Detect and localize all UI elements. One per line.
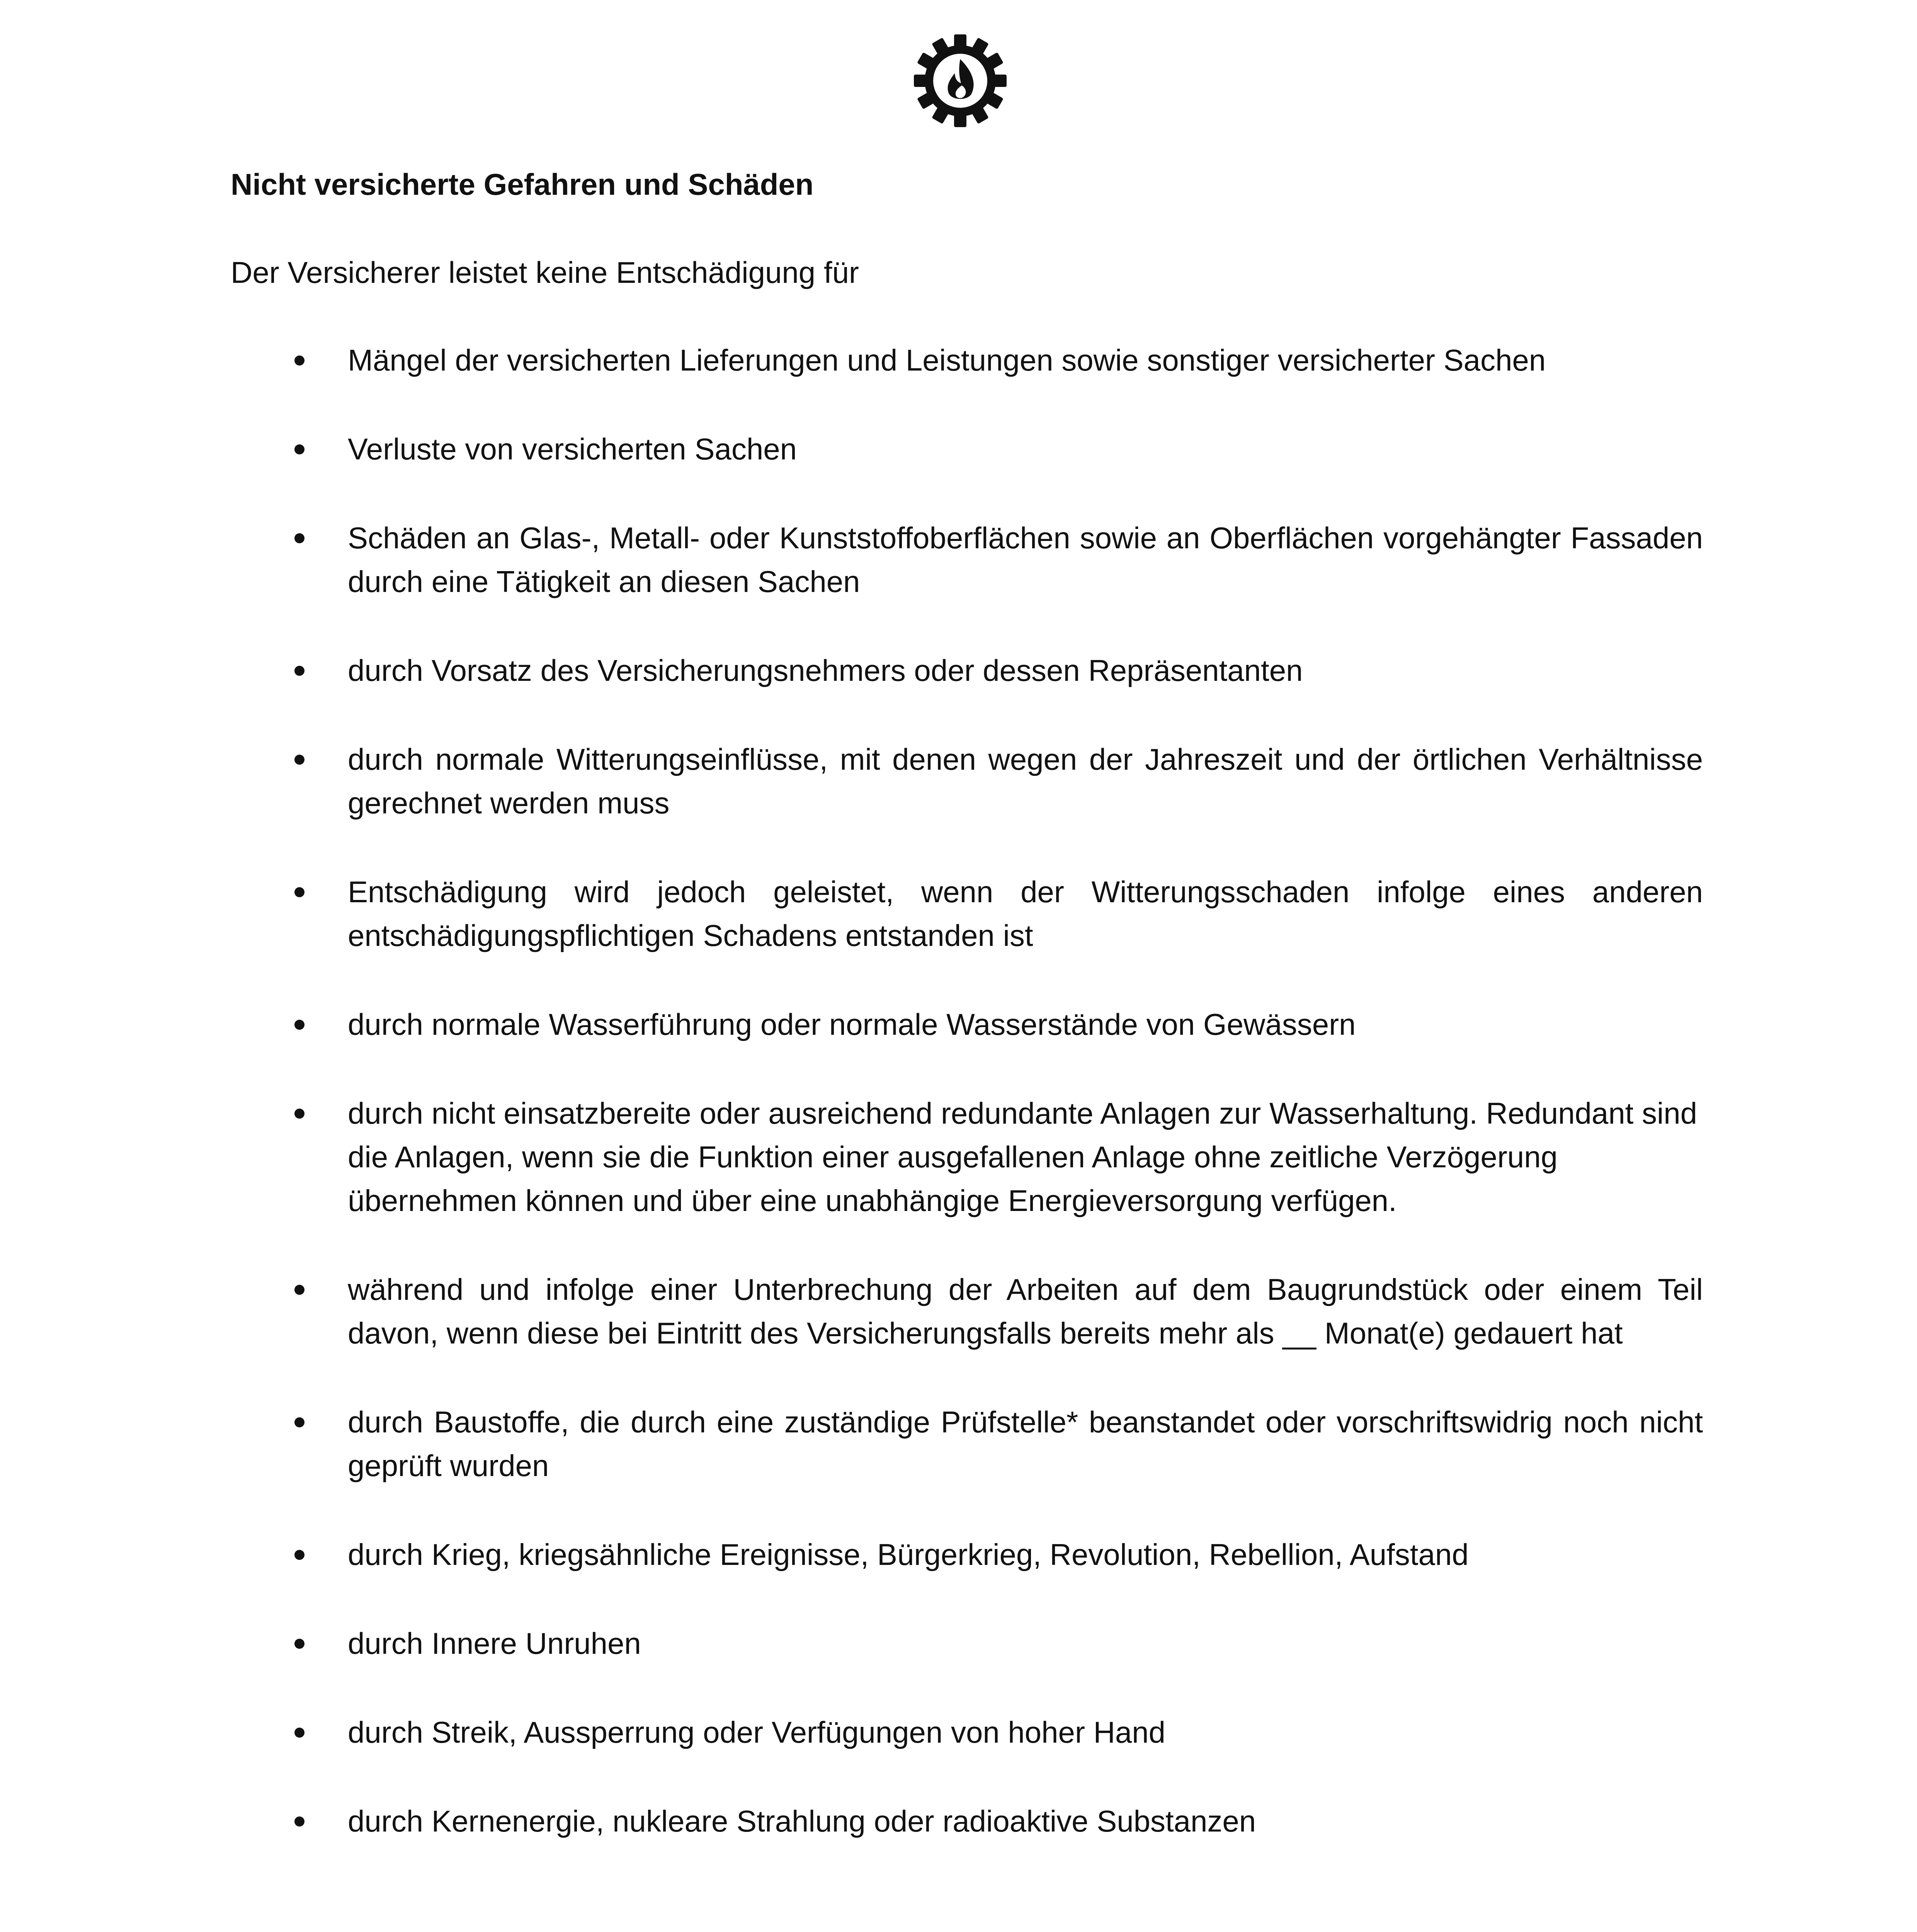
list-item-text: während und infolge einer Unterbrechung der Arbeiten auf dem Baugrundstück oder einem Teil davon, wenn diese bei Eintritt des Versicherungsfalls bereits mehr als __ Monat(e) gedauert hat <box>348 1272 1703 1350</box>
bullet-icon <box>294 666 304 676</box>
section-heading: Nicht versicherte Gefahren und Schäden <box>231 167 814 201</box>
list-item <box>231 427 1703 471</box>
list-item-text: durch normale Witterungseinflüsse, mit denen wegen der Jahreszeit und der örtlichen Verhältnisse gerechnet werden muss <box>348 742 1703 820</box>
list-item-text: Verluste von versicherten Sachen <box>348 432 797 466</box>
list-item-text: Entschädigung wird jedoch geleistet, wenn der Witterungsschaden infolge eines anderen entschädigungspflichtigen Schadens entstanden ist <box>348 875 1703 952</box>
list-item <box>231 870 1703 957</box>
list-item-text: durch normale Wasserführung oder normale Wasserstände von Gewässern <box>348 1007 1356 1041</box>
bullet-icon <box>294 1417 304 1427</box>
list-item-text: durch Innere Unruhen <box>348 1626 641 1660</box>
list-item-text: durch Vorsatz des Versicherungsnehmers oder dessen Repräsentanten <box>348 653 1303 687</box>
bullet-icon <box>294 1816 304 1827</box>
list-item <box>231 1622 1703 1665</box>
list-item <box>231 738 1703 825</box>
intro-text: Der Versicherer leistet keine Entschädigung für <box>231 255 859 289</box>
bullet-icon <box>294 1639 304 1649</box>
list-item <box>231 649 1703 692</box>
bullet-icon <box>294 755 304 765</box>
bullet-icon <box>294 887 304 897</box>
list-item-text: durch Streik, Aussperrung oder Verfügungen von hoher Hand <box>348 1715 1166 1749</box>
exclusion-list <box>231 338 1703 1888</box>
bullet-icon <box>294 355 304 366</box>
bullet-icon <box>294 1550 304 1560</box>
bullet-icon <box>294 1728 304 1738</box>
list-item <box>231 1799 1703 1843</box>
list-item <box>231 1400 1703 1488</box>
list-item-text: Schäden an Glas-, Metall- oder Kunststoffoberflächen sowie an Oberflächen vorgehängter Fassaden durch eine Tätigkeit an diesen Sachen <box>348 521 1703 599</box>
list-item-text: durch Baustoffe, die durch eine zuständige Prüfstelle* beanstandet oder vorschriftswidrig noch nicht geprüft wurden <box>348 1405 1703 1483</box>
list-item <box>231 1533 1703 1577</box>
list-item <box>231 1092 1703 1223</box>
list-item <box>231 1711 1703 1754</box>
list-item <box>231 1003 1703 1046</box>
gear-flame-logo-icon <box>912 32 1009 129</box>
bullet-icon <box>294 1109 304 1119</box>
list-item <box>231 1268 1703 1355</box>
bullet-icon <box>294 1285 304 1295</box>
list-item-text: durch Krieg, kriegsähnliche Ereignisse, Bürgerkrieg, Revolution, Rebellion, Aufstand <box>348 1537 1469 1571</box>
list-item-text: durch Kernenergie, nukleare Strahlung oder radioaktive Substanzen <box>348 1804 1256 1838</box>
list-item-text: durch nicht einsatzbereite oder ausreichend redundante Anlagen zur Wasserhaltung. Redundant sind die Anlagen, wenn sie die Funktion einer ausgefallenen Anlage ohne zeitliche Verzögerung übernehmen können und über eine unabhängige Energieversorgung verfügen. <box>348 1096 1698 1218</box>
bullet-icon <box>294 533 304 543</box>
list-item <box>231 516 1703 604</box>
list-item <box>231 338 1703 382</box>
bullet-icon <box>294 1020 304 1030</box>
list-item-text: Mängel der versicherten Lieferungen und Leistungen sowie sonstiger versicherter Sachen <box>348 343 1546 377</box>
bullet-icon <box>294 444 304 454</box>
